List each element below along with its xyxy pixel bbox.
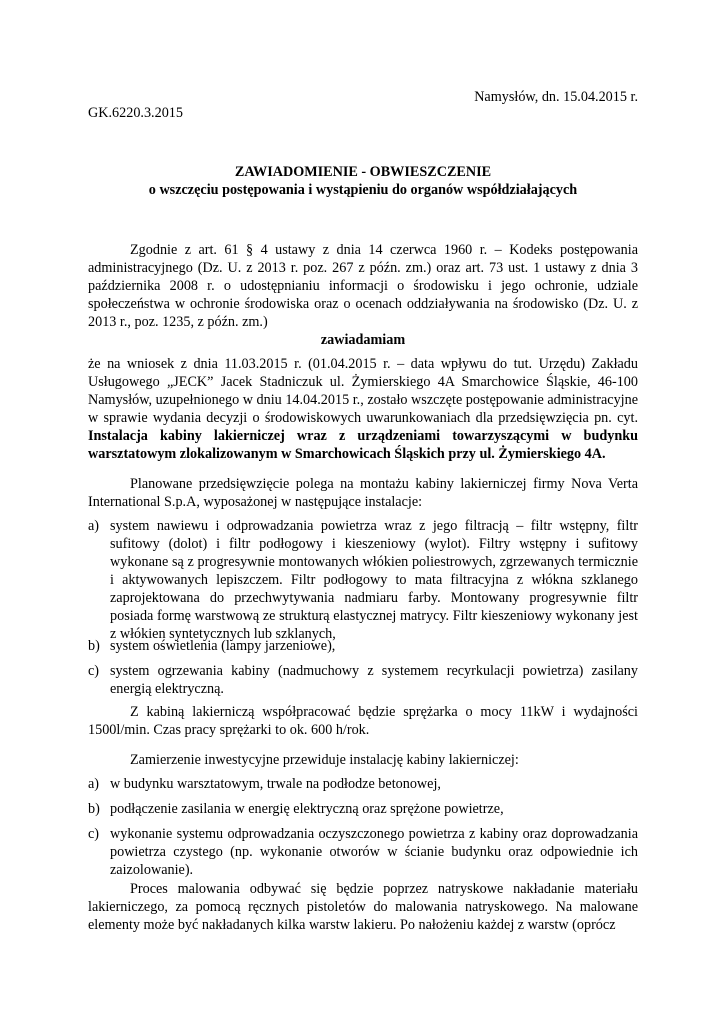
investment-list-item (88, 775, 638, 793)
investment-intro-paragraph: Zamierzenie inwestycyjne przewiduje instalację kabiny lakierniczej: (130, 752, 519, 768)
list-text: podłączenie zasilania w energię elektryczną oraz sprężone powietrze, (110, 801, 504, 817)
investment-list-item (88, 825, 638, 879)
list-label: a) (88, 776, 100, 792)
legal-basis-paragraph: Zgodnie z art. 61 § 4 ustawy z dnia 14 czerwca 1960 r. – Kodeks postępowania administracyjnego (Dz. U. z 2013 r. poz. 267 z późn. zm.) oraz art. 73 ust. 1 ustawy z dnia 3 października 2008 r. o udostępnianiu informacji o środowisku i jego ochronie, udziale społeczeństwa w ochronie środowiska oraz o ocenach oddziaływania na środowisko (Dz. U. z 2013 r., poz. 1235, z późn. zm.) (88, 242, 638, 330)
list-text: w budynku warsztatowym, trwale na podłodze betonowej, (110, 776, 441, 792)
list-text: system oświetlenia (lampy jarzeniowe), (110, 638, 336, 654)
compressor-paragraph: Z kabiną lakierniczą współpracować będzie sprężarka o mocy 11kW i wydajności 1500l/min. Czas pracy sprężarki to ok. 600 h/rok. (88, 704, 638, 738)
notice-paragraph (88, 355, 638, 463)
notice-text: że na wniosek z dnia 11.03.2015 r. (01.04.2015 r. – data wpływu do tut. Urzędu) Zakładu Usługowego „JECK” Jacek Stadniczuk ul. Żymierskiego 4A Smarchowice Śląskie, 46-100 Namysłów, uzupełnionego w dniu 14.04.2015 r., zostało wszczęte postępowanie administracyjne w sprawie wydania decyzji o środowiskowych uwarunkowaniach dla przedsięwzięcia pn. cyt. (88, 356, 638, 426)
document-subtitle: o wszczęciu postępowania i wystąpieniu do organów współdziałających (148, 182, 578, 198)
list-label: c) (88, 663, 100, 679)
place-date: Namysłów, dn. 15.04.2015 r. (474, 89, 638, 105)
list-label: b) (88, 638, 100, 654)
list-label: c) (88, 826, 100, 842)
installation-list-item (88, 517, 638, 643)
project-description-paragraph: Planowane przedsięwzięcie polega na montażu kabiny lakierniczej firmy Nova Verta International S.p.A, wyposażonej w następujące instalacje: (88, 476, 638, 510)
list-text: system nawiewu i odprowadzania powietrza wraz z jego filtracją – filtr wstępny, filtr sufitowy (dolot) i filtr podłogowy i kieszeniowy (wylot). Filtry wstępny i sufitowy wykonane są z progresywnie montowanych włókien poliestrowych, zgrzewanych termicznie i aktywowanych lepiszczem. Filtr podłogowy to mata filtracyjna z włókna szklanego zaprojektowana do przechwytywania nadmiaru farby. Montowany progresywnie filtr posiada formę warstwową ze strukturą elastycznej matrycy. Filtr kieszeniowy wykonany jest z włókien syntetycznych lub szklanych, (110, 518, 638, 642)
painting-process-paragraph: Proces malowania odbywać się będzie poprzez natryskowe nakładanie materiału lakierniczego, za pomocą ręcznych pistoletów do malowania natryskowego. Na malowane elementy może być nakładanych kilka warstw lakieru. Po nałożeniu każdej z warstw (oprócz (88, 881, 638, 933)
list-text: wykonanie systemu odprowadzania oczyszczonego powietrza z kabiny oraz doprowadzania powietrza czystego (np. wykonanie otworów w ścianie budynku oraz odpowiednie ich zaizolowanie). (110, 826, 638, 878)
list-label: b) (88, 801, 100, 817)
project-name: Instalacja kabiny lakierniczej wraz z urządzeniami towarzyszącymi w budynku warsztatowym zlokalizowanym w Smarchowicach Śląskich przy ul. Żymierskiego 4A. (88, 428, 638, 462)
reference-number: GK.6220.3.2015 (88, 105, 183, 121)
installation-list-item (88, 662, 638, 698)
zawiadamiam-heading: zawiadamiam (320, 332, 406, 348)
investment-list-item (88, 800, 638, 818)
list-text: system ogrzewania kabiny (nadmuchowy z systemem recyrkulacji powietrza) zasilany energią elektryczną. (110, 663, 638, 697)
list-label: a) (88, 518, 100, 534)
document-title: ZAWIADOMIENIE - OBWIESZCZENIE (234, 164, 492, 180)
installation-list-item (88, 637, 638, 655)
